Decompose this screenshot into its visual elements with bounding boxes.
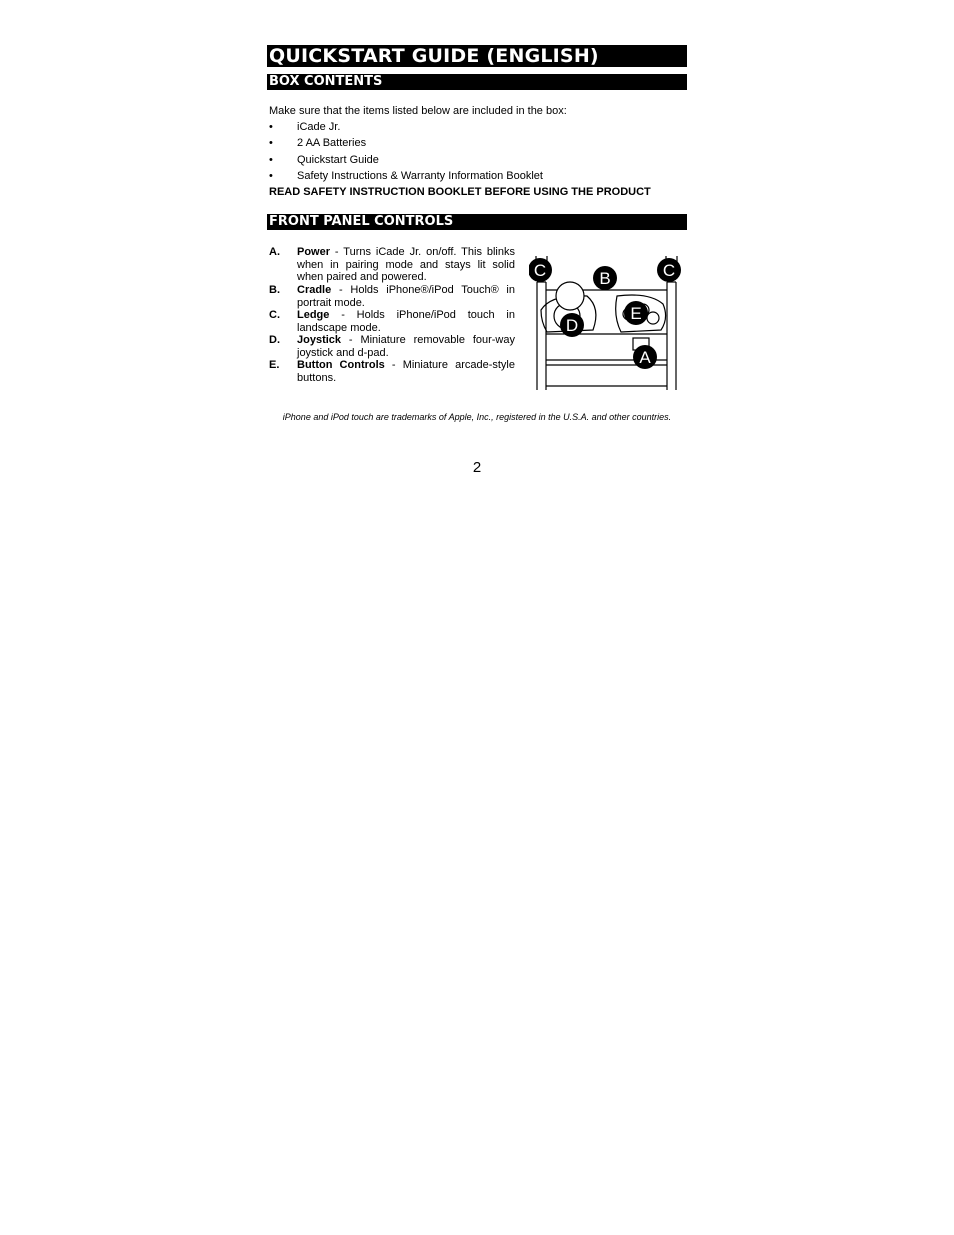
control-description — [297, 246, 515, 284]
title-bar — [267, 45, 687, 67]
trademark-footnote: iPhone and iPod touch are trademarks of Apple, Inc., registered in the U.S.A. and other countries. — [282, 412, 672, 422]
list-item-label: Safety Instructions & Warranty Information Booklet — [297, 170, 543, 182]
bullet-icon: • — [269, 121, 273, 133]
control-name: Cradle — [297, 284, 332, 296]
callout-c-left-label: C — [533, 261, 547, 280]
control-item-buttons — [269, 359, 515, 384]
bullet-icon: • — [269, 137, 273, 149]
front-panel-heading: FRONT PANEL CONTROLS — [269, 214, 454, 229]
box-contents-header — [267, 74, 687, 90]
callout-d-label: D — [565, 316, 579, 335]
page-number: 2 — [472, 459, 482, 476]
control-description — [297, 284, 515, 309]
control-letter: E. — [269, 359, 280, 371]
control-name: Joystick — [297, 334, 342, 346]
front-panel-diagram — [529, 252, 687, 392]
safety-warning: READ SAFETY INSTRUCTION BOOKLET BEFORE USING THE PRODUCT — [269, 186, 651, 198]
control-item-power — [269, 246, 515, 284]
control-letter: B. — [269, 284, 280, 296]
control-description — [297, 309, 515, 334]
control-letter: A. — [269, 246, 280, 258]
bullet-icon: • — [269, 170, 273, 182]
arcade-button — [647, 312, 659, 324]
cradle — [556, 282, 584, 310]
list-item-label: iCade Jr. — [297, 121, 341, 133]
left-ledge-post — [537, 282, 546, 390]
control-text: - Holds iPhone®/iPod Touch® in portrait mode. — [297, 284, 515, 309]
page-title: QUICKSTART GUIDE (ENGLISH) — [269, 45, 599, 67]
control-name: Power — [297, 246, 331, 258]
front-panel-header — [267, 214, 687, 230]
control-text: - Miniature arcade-style buttons. — [297, 359, 515, 384]
list-item-label: Quickstart Guide — [297, 154, 379, 166]
callout-b-label: B — [599, 269, 611, 288]
control-name: Ledge — [297, 309, 330, 321]
bullet-icon: • — [269, 154, 273, 166]
control-description — [297, 334, 515, 359]
control-item-ledge — [269, 309, 515, 334]
control-text: - Miniature removable four-way joystick and d-pad. — [297, 334, 515, 359]
control-letter: D. — [269, 334, 280, 346]
control-description — [297, 359, 515, 384]
control-text: - Holds iPhone/iPod touch in landscape mode. — [297, 309, 515, 334]
control-item-joystick — [269, 334, 515, 359]
control-name: Button Controls — [297, 359, 385, 371]
box-contents-heading: BOX CONTENTS — [269, 74, 383, 89]
control-text: - Turns iCade Jr. on/off. This blinks when in pairing mode and stays lit solid when paired and powered. — [297, 246, 515, 283]
callout-c-right-label: C — [662, 261, 676, 280]
callout-e-label: E — [630, 304, 642, 323]
right-ledge-post — [667, 282, 676, 390]
control-letter: C. — [269, 309, 280, 321]
box-contents-intro: Make sure that the items listed below are included in the box: — [269, 105, 567, 117]
callout-a-label: A — [639, 348, 651, 367]
control-item-cradle — [269, 284, 515, 309]
list-item-label: 2 AA Batteries — [297, 137, 367, 149]
